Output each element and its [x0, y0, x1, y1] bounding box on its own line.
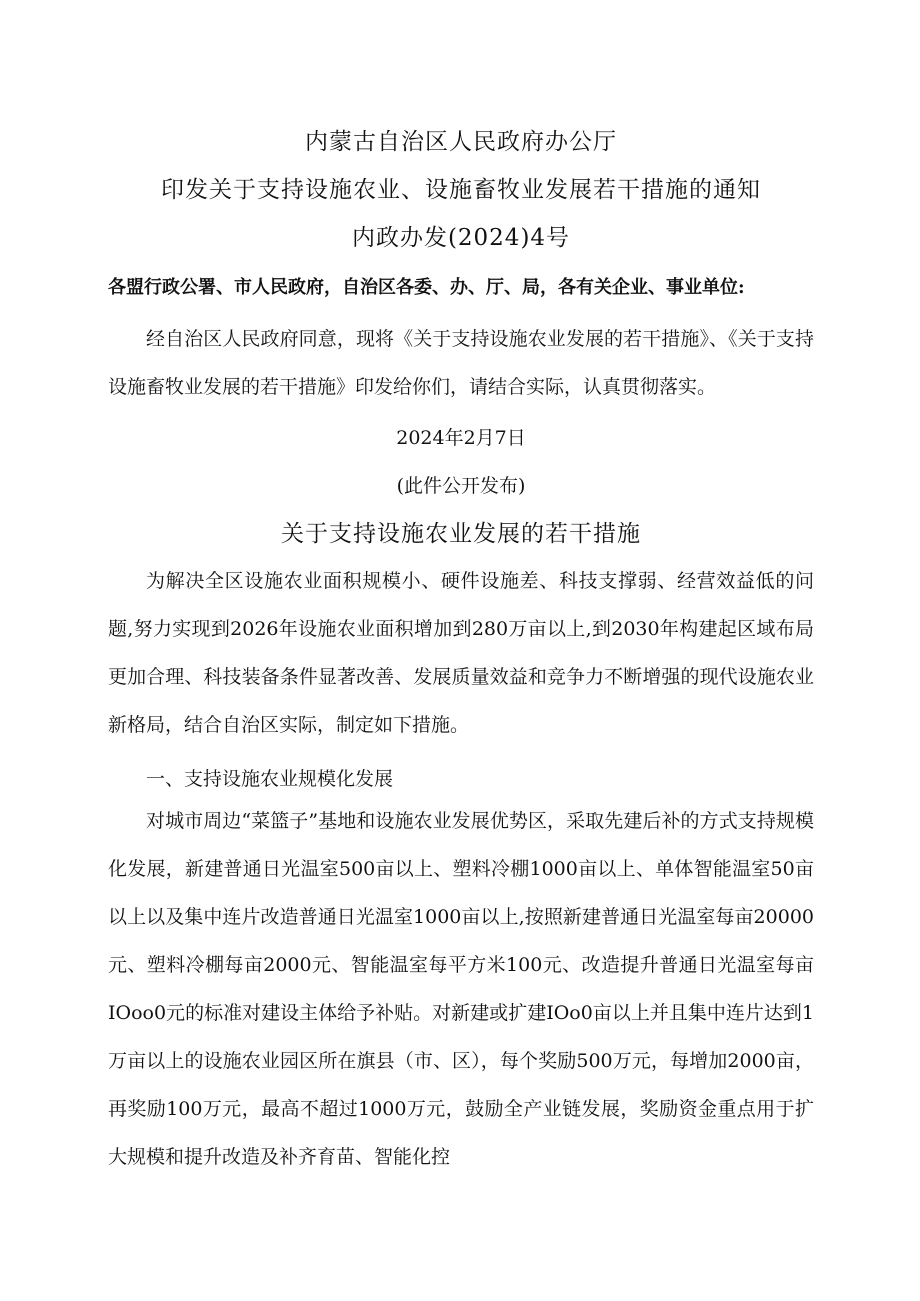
issuer-heading: 内蒙古自治区人民政府办公厅: [305, 129, 617, 155]
body-paragraph-1: 对城市周边“菜篮子”基地和设施农业发展优势区，采取先建后补的方式支持规模化发展，新建普通日光温室500亩以上、塑料冷棚1000亩以上、单体智能温室50亩以上以及集中连片改造普通日光温室1000亩以上,按照新建普通日光温室每亩20000元、塑料冷棚每亩2000元、智能温室每平方米100元、改造提升普通日光温室每亩IOoo0元的标准对建设主体给予补贴。对新建或扩建IOo0亩以上并且集中连片达到1万亩以上的设施农业园区所在旗县（市、区），每个奖励500万元，每增加2000亩，再奖励100万元，最高不超过1000万元，鼓励全产业链发展，奖励资金重点用于扩大规模和提升改造及补齐育苗、智能化控: [108, 810, 814, 1168]
notice-title: 印发关于支持设施农业、设施畜牧业发展若干措施的通知: [161, 177, 761, 203]
addressee-line: 各盟行政公署、市人民政府，自治区各委、办、厅、局，各有关企业、事业单位:: [108, 277, 745, 298]
preamble-paragraph: 为解决全区设施农业面积规模小、硬件设施差、科技支撑弱、经营效益低的问题,努力实现到2026年设施农业面积增加到280万亩以上,到2030年构建起区域布局更加合理、科技装备条件显著改善、发展质量效益和竞争力不断增强的现代设施农业新格局，结合自治区实际，制定如下措施。: [108, 570, 814, 736]
section-title: 关于支持设施农业发展的若干措施: [281, 521, 641, 547]
intro-paragraph: 经自治区人民政府同意，现将《关于支持设施农业发展的若干措施》、《关于支持设施畜牧业发展的若干措施》印发给你们，请结合实际，认真贯彻落实。: [108, 328, 814, 398]
issue-date: 2024年2月7日: [396, 427, 526, 449]
document-number: 内政办发(2024)4号: [351, 225, 571, 251]
release-note: (此件公开发布): [396, 475, 526, 497]
section-heading-1: 一、支持设施农业规模化发展: [146, 768, 394, 790]
